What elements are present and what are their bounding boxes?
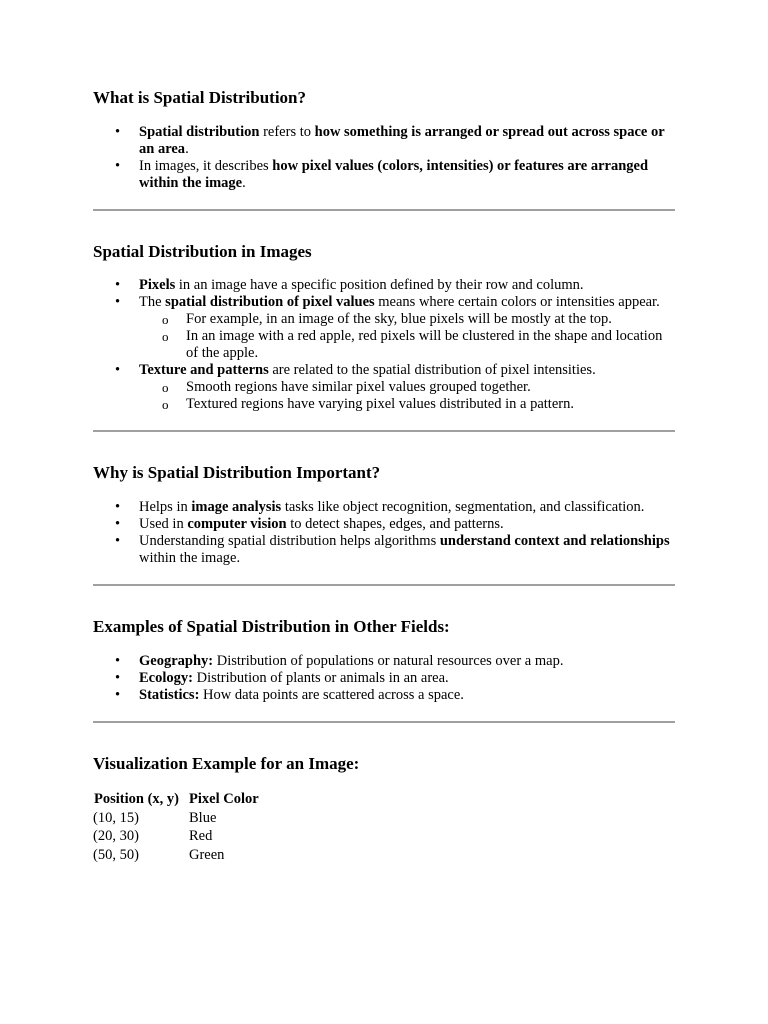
bullet-list	[93, 277, 675, 413]
section-heading: Spatial Distribution in Images	[93, 242, 312, 261]
list-item: • The spatial distribution of pixel values means where certain colors or intensities appear. o For example, in an image of the sky, blue pixels will be mostly at the top. o In an image with a red apple, red pixels will be clustered in the shape and location of the apple.	[93, 294, 675, 362]
sub-list-item: o Smooth regions have similar pixel values grouped together.	[139, 379, 675, 396]
section-visualization-example	[93, 753, 675, 864]
section-heading: What is Spatial Distribution?	[93, 88, 307, 107]
list-item: • Statistics: How data points are scattered across a space.	[93, 687, 675, 704]
section-heading: Why is Spatial Distribution Important?	[93, 463, 381, 482]
cell-color: Green	[189, 846, 225, 863]
section-divider	[93, 430, 675, 432]
section-divider	[93, 584, 675, 586]
table-header-row	[93, 790, 260, 809]
section-heading: Examples of Spatial Distribution in Other Fields:	[93, 617, 450, 636]
section-in-images	[93, 241, 675, 413]
bullet-list	[93, 124, 675, 192]
section-why-important	[93, 462, 675, 567]
cell-color: Red	[189, 828, 213, 844]
column-header-color: Pixel Color	[189, 791, 259, 807]
table-row	[93, 827, 260, 846]
pixel-table	[93, 790, 260, 864]
list-item: • Geography: Distribution of populations or natural resources over a map.	[93, 653, 675, 670]
list-item: • Texture and patterns are related to the spatial distribution of pixel intensities. o Smooth regions have similar pixel values grouped together. o Textured regions have varying pixel values distributed in a pattern.	[93, 362, 675, 413]
table-row	[93, 809, 260, 828]
section-divider	[93, 209, 675, 211]
list-item: • In images, it describes how pixel values (colors, intensities) or features are arranged within the image.	[93, 158, 675, 192]
list-item: • Used in computer vision to detect shapes, edges, and patterns.	[93, 516, 675, 533]
document-page	[93, 87, 675, 864]
bullet-list	[93, 653, 675, 704]
list-item: • Spatial distribution refers to how something is arranged or spread out across space or an area.	[93, 124, 675, 158]
section-other-fields	[93, 616, 675, 704]
list-item: • Ecology: Distribution of plants or animals in an area.	[93, 670, 675, 687]
cell-position: (50, 50)	[93, 846, 139, 863]
cell-position: (20, 30)	[93, 828, 139, 844]
section-what-is	[93, 87, 675, 192]
cell-color: Blue	[189, 809, 217, 826]
section-heading: Visualization Example for an Image:	[93, 754, 360, 773]
cell-position: (10, 15)	[93, 809, 139, 826]
sub-list-item: o For example, in an image of the sky, blue pixels will be mostly at the top.	[139, 311, 675, 328]
sub-list-item: o Textured regions have varying pixel values distributed in a pattern.	[139, 396, 675, 413]
sub-bullet-list	[139, 311, 675, 362]
table-row	[93, 846, 260, 865]
column-header-position: Position (x, y)	[94, 791, 179, 807]
list-item: • Helps in image analysis tasks like object recognition, segmentation, and classification.	[93, 499, 675, 516]
list-item: • Understanding spatial distribution helps algorithms understand context and relationships within the image.	[93, 533, 675, 567]
sub-list-item: o In an image with a red apple, red pixels will be clustered in the shape and location of the apple.	[139, 328, 675, 362]
section-divider	[93, 721, 675, 723]
list-item: • Pixels in an image have a specific position defined by their row and column.	[93, 277, 675, 294]
bullet-list	[93, 499, 675, 567]
sub-bullet-list	[139, 379, 675, 413]
